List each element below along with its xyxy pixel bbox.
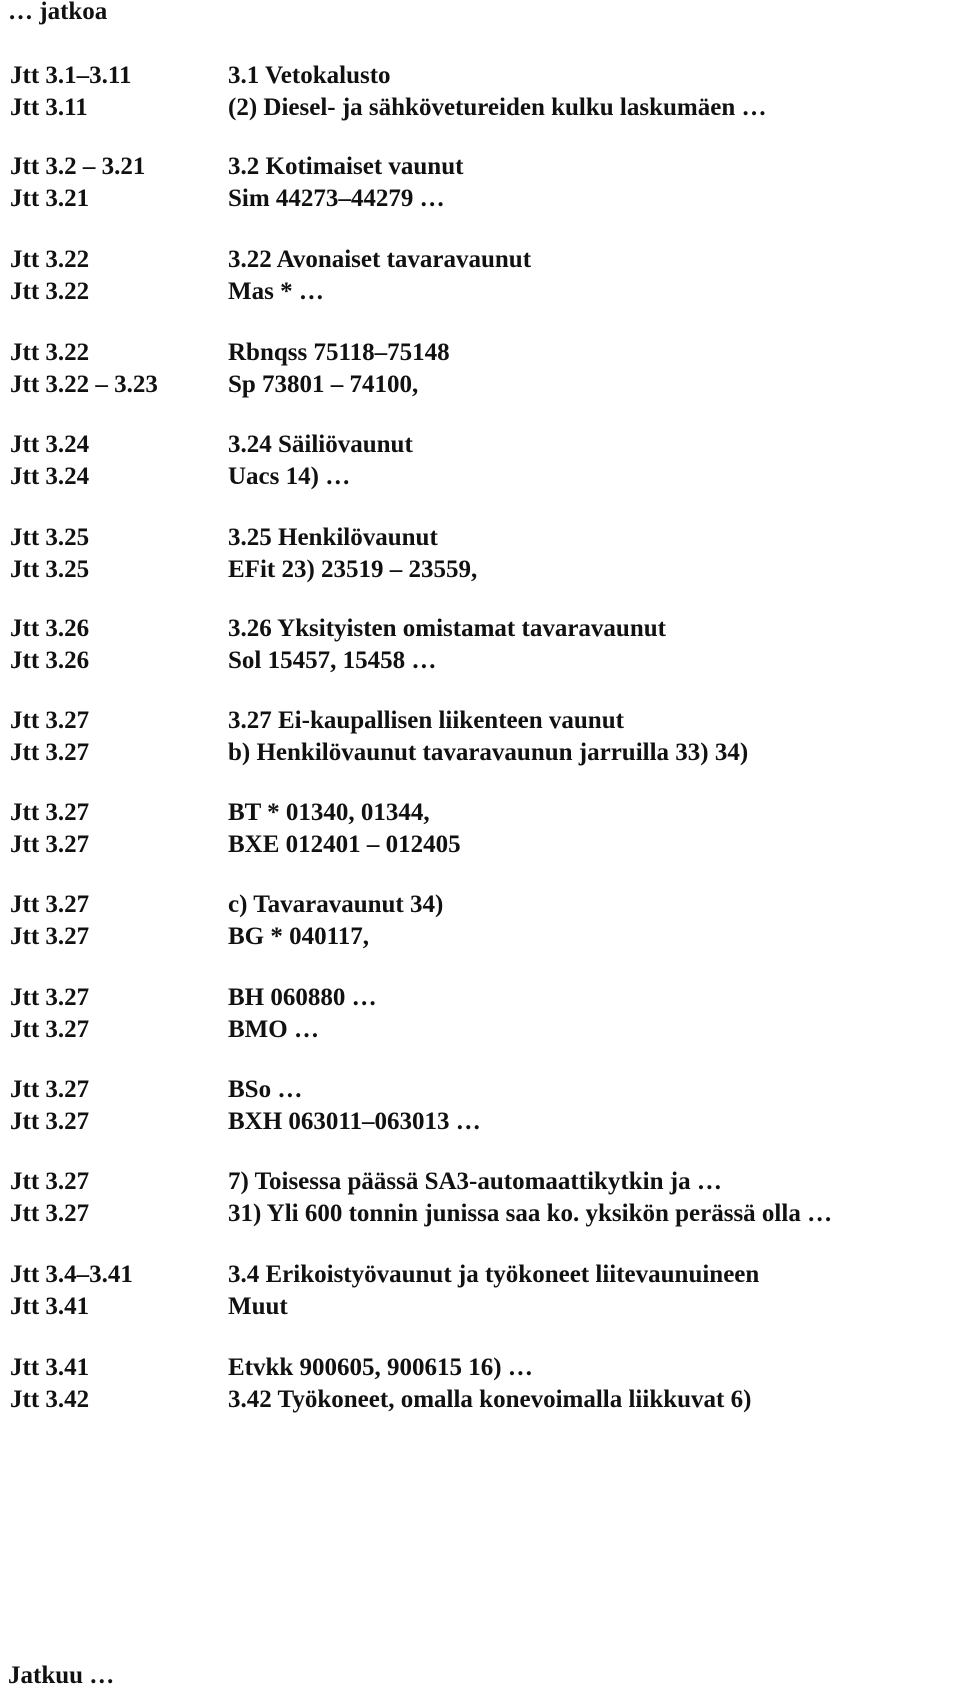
entry-text: Rbnqss 75118–75148	[228, 339, 450, 366]
entry-text: BMO …	[228, 1016, 319, 1043]
entry-pair	[0, 797, 960, 861]
entry-text: Sim 44273–44279 …	[228, 185, 445, 212]
reference-label: Jtt 3.22 – 3.23	[10, 371, 158, 398]
reference-label: Jtt 3.27	[10, 1016, 90, 1043]
entry-text: Sp 73801 – 74100,	[228, 371, 419, 398]
reference-label: Jtt 3.26	[10, 615, 90, 642]
entry-text: 3.24 Säiliövaunut	[228, 431, 413, 458]
entry-text: 3.26 Yksityisten omistamat tavaravaunut	[228, 615, 666, 642]
reference-label: Jtt 3.27	[10, 707, 90, 734]
entry-text: BSo …	[228, 1076, 303, 1103]
reference-label: Jtt 3.21	[10, 185, 90, 212]
reference-label: Jtt 3.27	[10, 984, 90, 1011]
reference-label: Jtt 3.1–3.11	[10, 62, 132, 89]
entry-text: 3.42 Työkoneet, omalla konevoimalla liikkuvat 6)	[228, 1386, 752, 1413]
reference-label: Jtt 3.24	[10, 463, 90, 490]
entry-pair	[0, 1166, 960, 1230]
entry-text: b) Henkilövaunut tavaravaunun jarruilla 33) 34)	[228, 739, 749, 766]
reference-label: Jtt 3.11	[10, 94, 88, 121]
entry-text: 7) Toisessa päässä SA3-automaattikytkin ja …	[228, 1168, 722, 1195]
entry-pair	[0, 429, 960, 493]
reference-label: Jtt 3.27	[10, 831, 90, 858]
entry-text: 3.25 Henkilövaunut	[228, 524, 438, 551]
entry-text: BT * 01340, 01344,	[228, 799, 430, 826]
entry-text: 3.27 Ei-kaupallisen liikenteen vaunut	[228, 707, 624, 734]
entry-pair	[0, 1259, 960, 1323]
reference-label: Jtt 3.25	[10, 524, 90, 551]
reference-label: Jtt 3.22	[10, 246, 90, 273]
reference-label: Jtt 3.2 – 3.21	[10, 153, 146, 180]
entry-pair	[0, 1074, 960, 1138]
entry-text: Muut	[228, 1293, 288, 1320]
entry-pair	[0, 889, 960, 953]
reference-label: Jtt 3.4–3.41	[10, 1261, 133, 1288]
entry-text: BG * 040117,	[228, 923, 369, 950]
entry-pair	[0, 337, 960, 401]
entry-pair	[0, 244, 960, 308]
reference-label: Jtt 3.41	[10, 1293, 90, 1320]
entry-pair	[0, 151, 960, 215]
entry-text: (2) Diesel- ja sähkövetureiden kulku laskumäen …	[228, 94, 767, 121]
reference-label: Jtt 3.27	[10, 891, 90, 918]
reference-label: Jtt 3.22	[10, 278, 90, 305]
reference-label: Jtt 3.25	[10, 556, 90, 583]
entry-text: c) Tavaravaunut 34)	[228, 891, 444, 918]
entry-pair	[0, 982, 960, 1046]
entry-text: BXE 012401 – 012405	[228, 831, 461, 858]
entry-text: BXH 063011–063013 …	[228, 1108, 481, 1135]
entry-text: 31) Yli 600 tonnin junissa saa ko. yksikön perässä olla …	[228, 1200, 833, 1227]
entry-text: Mas * …	[228, 278, 324, 305]
entry-pair	[0, 705, 960, 769]
entry-text: EFit 23) 23519 – 23559,	[228, 556, 478, 583]
entry-pair	[0, 613, 960, 677]
reference-label: Jtt 3.27	[10, 799, 90, 826]
reference-label: Jtt 3.27	[10, 923, 90, 950]
entry-text: BH 060880 …	[228, 984, 377, 1011]
entry-pair	[0, 60, 960, 124]
reference-label: Jtt 3.27	[10, 1108, 90, 1135]
entry-text: Sol 15457, 15458 …	[228, 647, 437, 674]
reference-label: Jtt 3.42	[10, 1386, 90, 1413]
entry-text: 3.1 Vetokalusto	[228, 62, 391, 89]
reference-label: Jtt 3.24	[10, 431, 90, 458]
entry-text: 3.22 Avonaiset tavaravaunut	[228, 246, 532, 273]
reference-label: Jtt 3.22	[10, 339, 90, 366]
entry-text: Etvkk 900605, 900615 16) …	[228, 1354, 533, 1381]
entry-text: Uacs 14) …	[228, 463, 351, 490]
entry-text: 3.2 Kotimaiset vaunut	[228, 153, 464, 180]
reference-label: Jtt 3.26	[10, 647, 90, 674]
continues-footer: Jatkuu …	[8, 1662, 115, 1689]
entry-pair	[0, 1352, 960, 1416]
entry-text: 3.4 Erikoistyövaunut ja työkoneet liitevaunuineen	[228, 1261, 760, 1288]
entry-pair	[0, 522, 960, 586]
reference-label: Jtt 3.27	[10, 1076, 90, 1103]
reference-label: Jtt 3.27	[10, 1200, 90, 1227]
continued-from-previous-header: … jatkoa	[8, 0, 108, 25]
reference-label: Jtt 3.27	[10, 1168, 90, 1195]
reference-label: Jtt 3.41	[10, 1354, 90, 1381]
reference-label: Jtt 3.27	[10, 739, 90, 766]
